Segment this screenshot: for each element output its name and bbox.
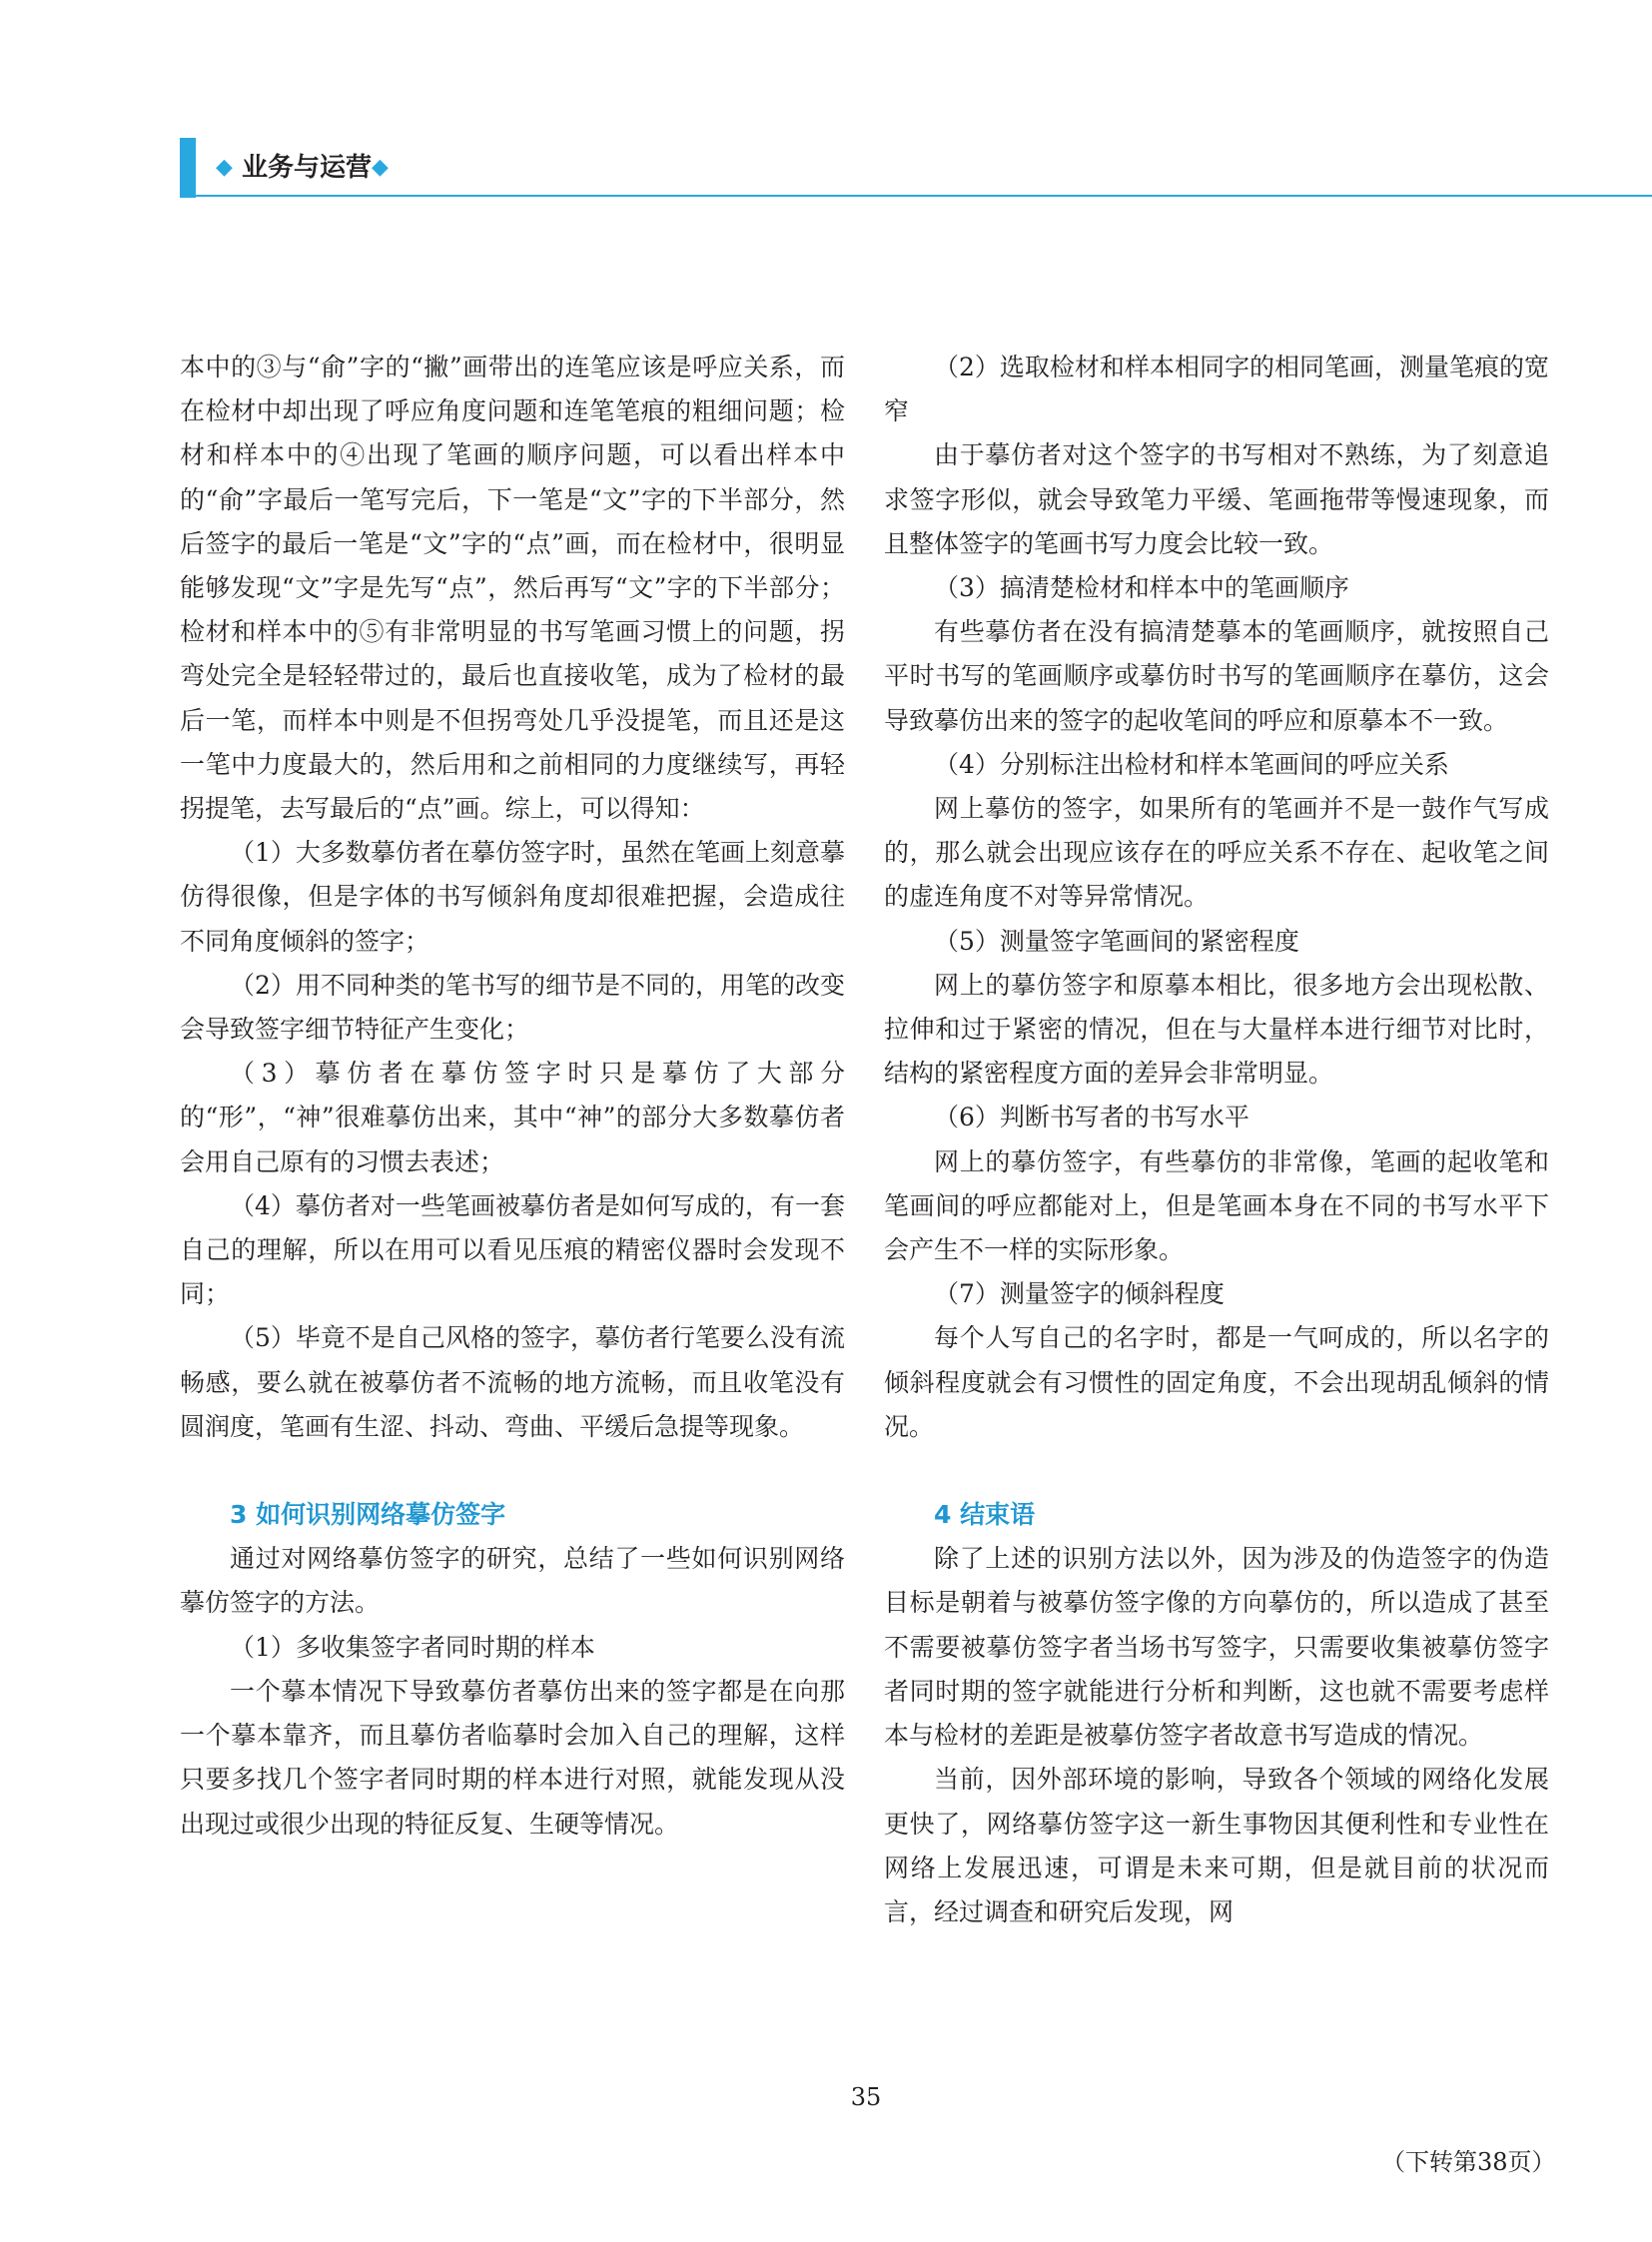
paragraph: 一个摹本情况下导致摹仿者摹仿出来的签字都是在向那一个摹本靠齐，而且摹仿者临摹时会加入自己的理解，这样只要多找几个签字者同时期的样本进行对照，就能发现从没出现过或很少出现的特征反复、生硬等情况。 <box>180 1676 845 1839</box>
paragraph: 网上的摹仿签字和原摹本相比，很多地方会出现松散、拉伸和过于紧密的情况，但在与大量样本进行细节对比时，结构的紧密程度方面的差异会非常明显。 <box>884 970 1549 1089</box>
paragraph: （5）毕竟不是自己风格的签字，摹仿者行笔要么没有流畅感，要么就在被摹仿者不流畅的地方流畅，而且收笔没有圆润度，笔画有生涩、抖动、弯曲、平缓后急提等现象。 <box>180 1323 845 1441</box>
paragraph: 每个人写自己的名字时，都是一气呵成的，所以名字的倾斜程度就会有习惯性的固定角度，不会出现胡乱倾斜的情况。 <box>884 1323 1549 1441</box>
subheading: （5）测量签字笔画间的紧密程度 <box>934 926 1299 956</box>
paragraph: 本中的③与“俞”字的“撇”画带出的连笔应该是呼应关系，而在检材中却出现了呼应角度问题和连笔笔痕的粗细问题；检材和样本中的④出现了笔画的顺序问题，可以看出样本中的“俞”字最后一笔写完后，下一笔是“文”字的下半部分，然后签字的最后一笔是“文”字的“点”画，而在检材中，很明显能够发现“文”字是先写“点”，然后再写“文”字的下半部分；检材和样本中的⑤有非常明显的书写笔画习惯上的问题，拐弯处完全是轻轻带过的，最后也直接收笔，成为了检材的最后一笔，而样本中则是不但拐弯处几乎没提笔，而且还是这一笔中力度最大的，然后用和之前相同的力度继续写，再轻拐提笔，去写最后的“点”画。综上，可以得知： <box>180 353 845 824</box>
paragraph: 通过对网络摹仿签字的研究，总结了一些如何识别网络摹仿签字的方法。 <box>180 1544 845 1618</box>
section-heading: 3 如何识别网络摹仿签字 <box>230 1500 506 1530</box>
page-number: 35 <box>850 2083 882 2111</box>
paragraph: （3）摹仿者在摹仿签字时只是摹仿了大部分的“形”，“神”很难摹仿出来，其中“神”的部分大多数摹仿者会用自己原有的习惯去表述； <box>180 1059 845 1176</box>
left-column <box>180 346 845 1847</box>
subheading: （4）分别标注出检材和样本笔画间的呼应关系 <box>934 749 1449 779</box>
diamond-icon: ◆ <box>216 155 233 180</box>
section-header <box>180 138 1652 198</box>
subheading: （6）判断书写者的书写水平 <box>934 1103 1249 1132</box>
section-title: 业务与运营 <box>241 153 372 183</box>
paragraph: 当前，因外部环境的影响，导致各个领域的网络化发展更快了，网络摹仿签字这一新生事物因其便利性和专业性在网络上发展迅速，可谓是未来可期，但是就目前的状况而言，经过调查和研究后发现，网 <box>884 1765 1549 1926</box>
section-heading: 4 结束语 <box>934 1500 1036 1530</box>
paragraph: （2）用不同种类的笔书写的细节是不同的，用笔的改变会导致签字细节特征产生变化； <box>180 970 845 1045</box>
subheading: （2）选取检材和样本相同字的相同笔画，测量笔痕的宽窄 <box>884 353 1549 426</box>
subheading: （1）多收集签字者同时期的样本 <box>230 1632 595 1662</box>
paragraph: （4）摹仿者对一些笔画被摹仿者是如何写成的，有一套自己的理解，所以在用可以看见压痕的精密仪器时会发现不同； <box>180 1190 845 1309</box>
paragraph: 网上的摹仿签字，有些摹仿的非常像，笔画的起收笔和笔画间的呼应都能对上，但是笔画本身在不同的书写水平下会产生不一样的实际形象。 <box>884 1146 1549 1265</box>
header-title-group <box>216 150 389 186</box>
paragraph: （1）大多数摹仿者在摹仿签字时，虽然在笔画上刻意摹仿得很像，但是字体的书写倾斜角度却很难把握，会造成往不同角度倾斜的签字； <box>180 838 845 956</box>
subheading: （7）测量签字的倾斜程度 <box>934 1279 1225 1309</box>
spacer <box>884 1449 1549 1493</box>
paragraph: 由于摹仿者对这个签字的书写相对不熟练，为了刻意追求签字形似，就会导致笔力平缓、笔画拖带等慢速现象，而且整体签字的笔画书写力度会比较一致。 <box>884 440 1549 558</box>
continued-note: （下转第38页） <box>1381 2148 1556 2176</box>
diamond-icon: ◆ <box>372 155 389 180</box>
paragraph: 网上摹仿的签字，如果所有的笔画并不是一鼓作气写成的，那么就会出现应该存在的呼应关系不存在、起收笔之间的虚连角度不对等异常情况。 <box>884 794 1549 912</box>
header-rule <box>196 195 1652 197</box>
paragraph: 有些摹仿者在没有搞清楚摹本的笔画顺序，就按照自己平时书写的笔画顺序或摹仿时书写的笔画顺序在摹仿，这会导致摹仿出来的签字的起收笔间的呼应和原摹本不一致。 <box>884 617 1549 735</box>
subheading: （3）搞清楚检材和样本中的笔画顺序 <box>934 573 1349 603</box>
header-accent-bar <box>180 138 196 198</box>
paragraph: 除了上述的识别方法以外，因为涉及的伪造签字的伪造目标是朝着与被摹仿签字像的方向摹仿的，所以造成了甚至不需要被摹仿签字者当场书写签字，只需要收集被摹仿签字者同时期的签字就能进行分析和判断，这也就不需要考虑样本与检材的差距是被摹仿签字者故意书写造成的情况。 <box>884 1544 1549 1751</box>
right-column <box>884 346 1549 1934</box>
spacer <box>180 1449 845 1493</box>
